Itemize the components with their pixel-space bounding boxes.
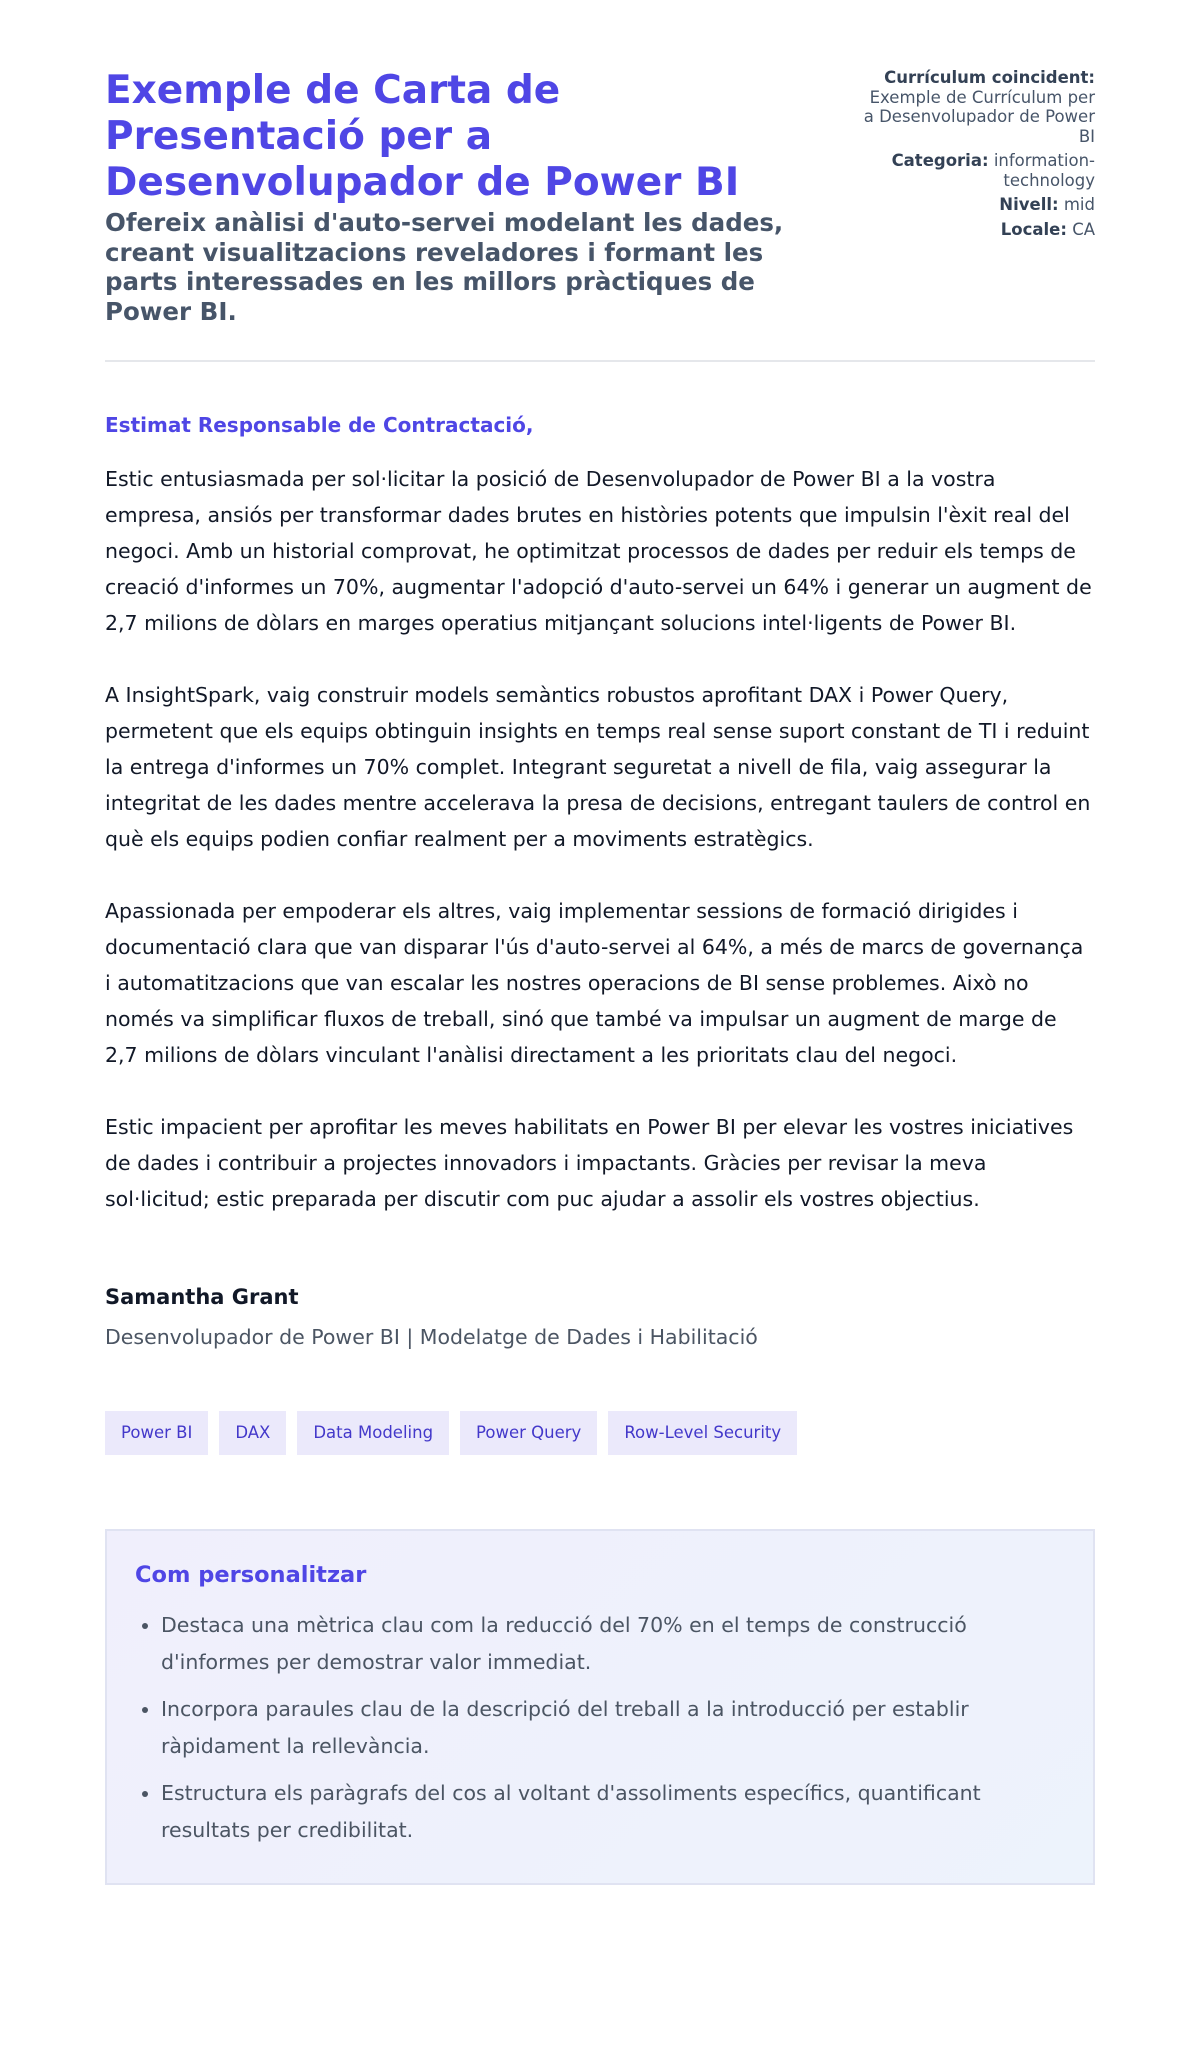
tips-list [135, 1607, 1065, 1849]
skill-tag: DAX [219, 1411, 286, 1455]
skill-tags [105, 1411, 1095, 1455]
tip-item: • Incorpora paraules clau de la descripció del treball a la introducció per establir ràpidament la rellevància. [161, 1691, 1065, 1765]
level-value: mid [1063, 195, 1095, 214]
level-label: Nivell: [999, 195, 1059, 214]
page-title: Exemple de Carta de Presentació per a Desenvolupador de Power BI [105, 68, 740, 205]
matching-resume-link[interactable]: Exemple de Currículum per a Desenvolupador de Power BI [863, 87, 1095, 146]
tip-item: • Estructura els paràgrafs del cos al voltant d'assoliments específics, quantificant resultats per credibilitat. [161, 1775, 1065, 1849]
signature-name: Samantha Grant [105, 1285, 299, 1309]
letter-body [105, 412, 1095, 1351]
matching-resume-label: Currículum coincident: [884, 68, 1095, 87]
category [855, 151, 1095, 190]
skill-tag: Power BI [105, 1411, 208, 1455]
cover-letter-page [105, 0, 1095, 1925]
customization-tips-box [105, 1529, 1095, 1885]
page-header [105, 68, 1095, 362]
page-subtitle: Ofereix anàlisi d'auto-servei modelant les dades, creant visualitzacions reveladores i formant les parts interessades en les millors pràctiques de Power BI. [105, 208, 784, 326]
skill-tag: Data Modeling [297, 1411, 449, 1455]
letter-paragraph: A InsightSpark, vaig construir models semàntics robustos aprofitant DAX i Power Query, permetent que els equips obtinguin insights en temps real sense suport constant de TI i reduint la entrega d'informes un 70% complet. Integrant seguretat a nivell de fila, vaig assegurar la integritat de les dades mentre accelerava la presa de decisions, entregant taulers de control en què els equips podien confiar realment per a moviments estratègics. [105, 683, 1091, 851]
level [855, 195, 1095, 215]
locale [855, 220, 1095, 240]
matching-resume [855, 68, 1095, 146]
signature-title: Desenvolupador de Power BI | Modelatge de Dades i Habilitació [105, 1325, 758, 1349]
tips-title: Com personalitzar [135, 1562, 367, 1588]
skill-tag: Power Query [460, 1411, 597, 1455]
header-titles [105, 68, 805, 326]
category-label: Categoria: [891, 151, 989, 170]
salutation: Estimat Responsable de Contractació, [105, 413, 534, 437]
letter-paragraph: Estic entusiasmada per sol·licitar la posició de Desenvolupador de Power BI a la vostra empresa, ansiós per transformar dades brutes en històries potents que impulsin l'èxit real del negoci. Amb un historial comprovat, he optimitzat processos de dades per reduir els temps de creació d'informes un 70%, augmentar l'adopció d'auto-servei un 64% i generar un augment de 2,7 milions de dòlars en marges operatius mitjançant solucions intel·ligents de Power BI. [105, 467, 1092, 635]
tip-item: • Destaca una mètrica clau com la reducció del 70% en el temps de construcció d'informes per demostrar valor immediat. [161, 1607, 1065, 1681]
letter-paragraph: Apassionada per empoderar els altres, vaig implementar sessions de formació dirigides i documentació clara que van disparar l'ús d'auto-servei al 64%, a més de marcs de governança i automatitzacions que van escalar les nostres operacions de BI sense problemes. Això no només va simplificar fluxos de treball, sinó que també va impulsar un augment de marge de 2,7 milions de dòlars vinculant l'anàlisi directament a les prioritats clau del negoci. [105, 899, 1084, 1067]
locale-label: Locale: [1000, 219, 1067, 239]
locale-value: CA [1072, 219, 1095, 239]
category-value: information-technology [993, 151, 1095, 190]
skill-tag: Row-Level Security [608, 1411, 797, 1455]
metadata-panel [855, 68, 1095, 244]
letter-paragraph: Estic impacient per aprofitar les meves habilitats en Power BI per elevar les vostres iniciatives de dades i contribuir a projectes innovadors i impactants. Gràcies per revisar la meva sol·licitud; estic preparada per discutir com puc ajudar a assolir els vostres objectius. [105, 1115, 1074, 1211]
